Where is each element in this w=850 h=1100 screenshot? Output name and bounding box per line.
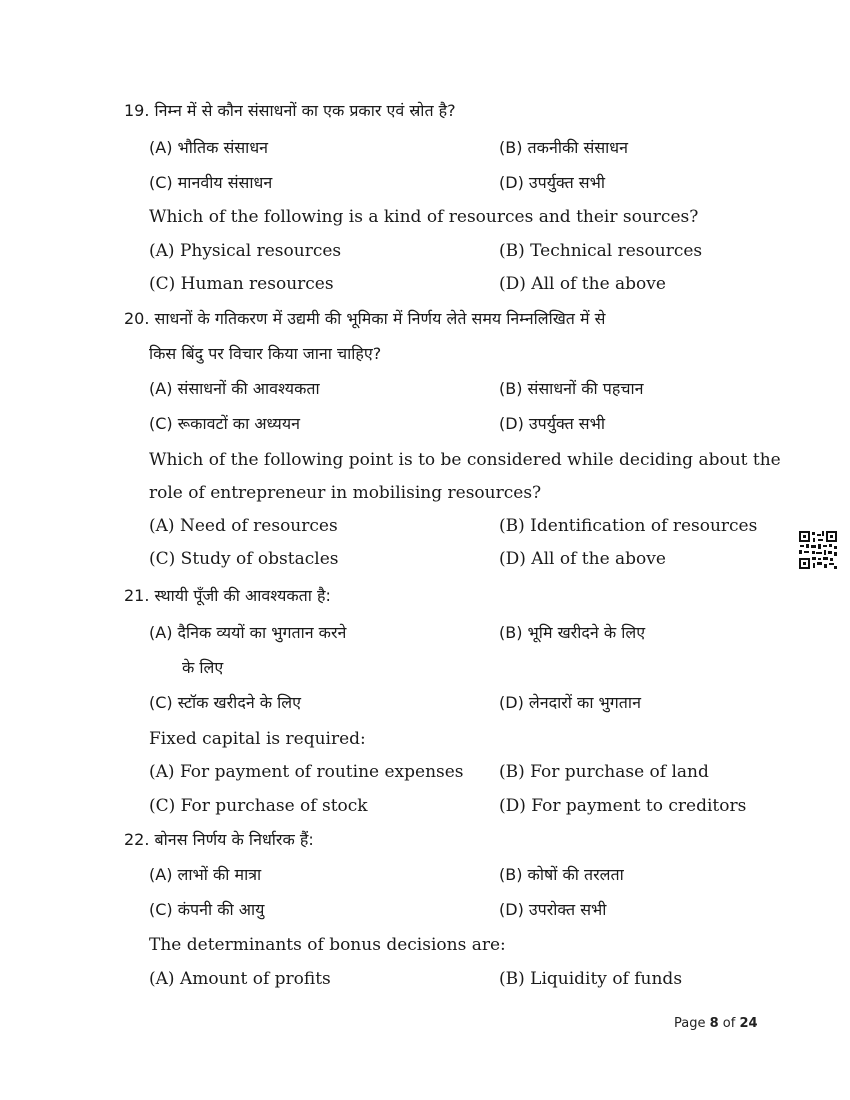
q21-hindi-option-b: (B) भूमि खरीदने के लिए xyxy=(499,623,646,642)
q22-hindi-option-d: (D) उपरोक्त सभी xyxy=(499,900,607,919)
q20-hindi-option-c: (C) रूकावटों का अध्ययन xyxy=(149,414,300,433)
q21-hindi-option-a-continuation: के लिए xyxy=(182,658,224,677)
q20-hindi-option-b: (B) संसाधनों की पहचान xyxy=(499,379,644,398)
q22-hindi-option-a: (A) लाभों की मात्रा xyxy=(149,865,262,884)
q19-english-option-c: (C) Human resources xyxy=(149,274,334,294)
question-20-hindi-stem-line1: 20. साधनों के गतिकरण में उद्यमी की भूमिका में निर्णय लेते समय निम्नलिखित में से xyxy=(124,309,606,328)
q21-english-option-a: (A) For payment of routine expenses xyxy=(149,762,464,782)
q22-english-option-b: (B) Liquidity of funds xyxy=(499,969,683,989)
page-prefix: Page xyxy=(674,1016,710,1031)
q20-english-option-c: (C) Study of obstacles xyxy=(149,549,339,569)
qr-code-icon xyxy=(798,530,838,570)
total-pages: 24 xyxy=(739,1016,758,1031)
q19-english-option-a: (A) Physical resources xyxy=(149,241,342,261)
q19-english-option-d: (D) All of the above xyxy=(499,274,666,294)
question-19-hindi-stem: 19. निम्न में से कौन संसाधनों का एक प्रकार एवं स्रोत है? xyxy=(124,101,456,120)
q19-english-option-b: (B) Technical resources xyxy=(499,241,703,261)
question-20-hindi-stem-line2: किस बिंदु पर विचार किया जाना चाहिए? xyxy=(149,344,382,363)
q21-english-option-c: (C) For purchase of stock xyxy=(149,796,368,816)
q19-hindi-option-c: (C) मानवीय संसाधन xyxy=(149,173,273,192)
q21-english-option-b: (B) For purchase of land xyxy=(499,762,709,782)
q20-english-option-b: (B) Identification of resources xyxy=(499,516,758,536)
q20-english-option-a: (A) Need of resources xyxy=(149,516,338,536)
q19-hindi-option-d: (D) उपर्युक्त सभी xyxy=(499,173,606,192)
q20-hindi-option-a: (A) संसाधनों की आवश्यकता xyxy=(149,379,320,398)
qr-code xyxy=(798,530,838,570)
q19-hindi-option-a: (A) भौतिक संसाधन xyxy=(149,138,269,157)
q22-hindi-option-c: (C) कंपनी की आयु xyxy=(149,900,265,919)
question-22-english-stem: The determinants of bonus decisions are: xyxy=(149,935,506,955)
question-20-english-stem-line2: role of entrepreneur in mobilising resources? xyxy=(149,483,542,503)
q20-hindi-option-d: (D) उपर्युक्त सभी xyxy=(499,414,606,433)
q21-english-option-d: (D) For payment to creditors xyxy=(499,796,747,816)
q19-hindi-option-b: (B) तकनीकी संसाधन xyxy=(499,138,628,157)
question-19-english-stem: Which of the following is a kind of resources and their sources? xyxy=(149,207,699,227)
q21-hindi-option-c: (C) स्टॉक खरीदने के लिए xyxy=(149,693,302,712)
q22-english-option-a: (A) Amount of profits xyxy=(149,969,331,989)
q21-hindi-option-a: (A) दैनिक व्ययों का भुगतान करने xyxy=(149,623,347,642)
page-number xyxy=(674,1016,758,1031)
q21-hindi-option-d: (D) लेनदारों का भुगतान xyxy=(499,693,641,712)
page-separator: of xyxy=(718,1016,740,1031)
question-22-hindi-stem: 22. बोनस निर्णय के निर्धारक हैं: xyxy=(124,830,314,849)
question-20-english-stem-line1: Which of the following point is to be considered while deciding about the xyxy=(149,450,781,470)
q20-english-option-d: (D) All of the above xyxy=(499,549,666,569)
question-21-english-stem: Fixed capital is required: xyxy=(149,729,366,749)
q22-hindi-option-b: (B) कोषों की तरलता xyxy=(499,865,624,884)
question-21-hindi-stem: 21. स्थायी पूँजी की आवश्यकता है: xyxy=(124,586,331,605)
current-page: 8 xyxy=(709,1016,719,1031)
